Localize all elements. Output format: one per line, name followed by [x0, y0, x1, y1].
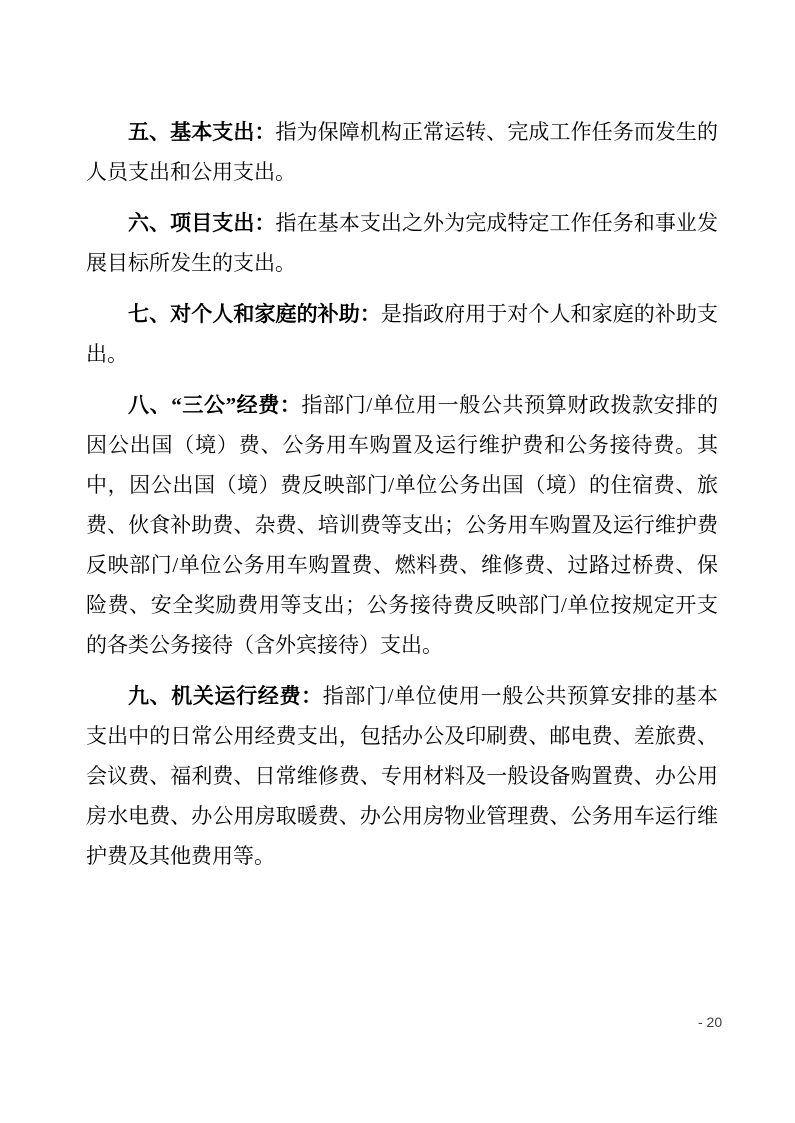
paragraph-text: 指在基本支出之外为完成特定工作任务和事业发展目标所发生的支出。: [86, 211, 719, 275]
paragraph-head: 九、机关运行经费：: [128, 684, 323, 708]
paragraph-head: 七、对个人和家庭的补助：: [128, 302, 381, 326]
paragraph-subsidy-individuals-families: [86, 294, 718, 374]
paragraph-text: 是指政府用于对个人和家庭的补助支出。: [86, 302, 719, 366]
document-body: [86, 112, 718, 887]
page-number: - 20: [698, 1014, 723, 1030]
paragraph-agency-operating-funds: [86, 676, 718, 876]
paragraph-project-expenditure: [86, 203, 718, 283]
paragraph-head: 八、“三公”经费：: [128, 393, 302, 417]
paragraph-text: 指部门/单位使用一般公共预算安排的基本支出中的日常公用经费支出，包括办公及印刷费、邮电费、差旅费、会议费、福利费、日常维修费、专用材料及一般设备购置费、办公用房水电费、办公用房取暖费、办公用房物业管理费、公务用车运行维护费及其他费用等。: [86, 684, 718, 868]
paragraph-head: 五、基本支出：: [128, 120, 276, 144]
paragraph-basic-expenditure: [86, 112, 718, 192]
paragraph-text: 指部门/单位用一般公共预算财政拨款安排的因公出国（境）费、公务用车购置及运行维护费和公务接待费。其中，因公出国（境）费反映部门/单位公务出国（境）的住宿费、旅费、伙食补助费、杂费、培训费等支出；公务用车购置及运行维护费反映部门/单位公务用车购置费、燃料费、维修费、过路过桥费、保险费、安全奖励费用等支出；公务接待费反映部门/单位按规定开支的各类公务接待（含外宾接待）支出。: [86, 393, 718, 657]
paragraph-three-public-funds: [86, 385, 718, 665]
paragraph-head: 六、项目支出：: [128, 211, 276, 235]
paragraph-text: 指为保障机构正常运转、完成工作任务而发生的人员支出和公用支出。: [86, 120, 719, 184]
